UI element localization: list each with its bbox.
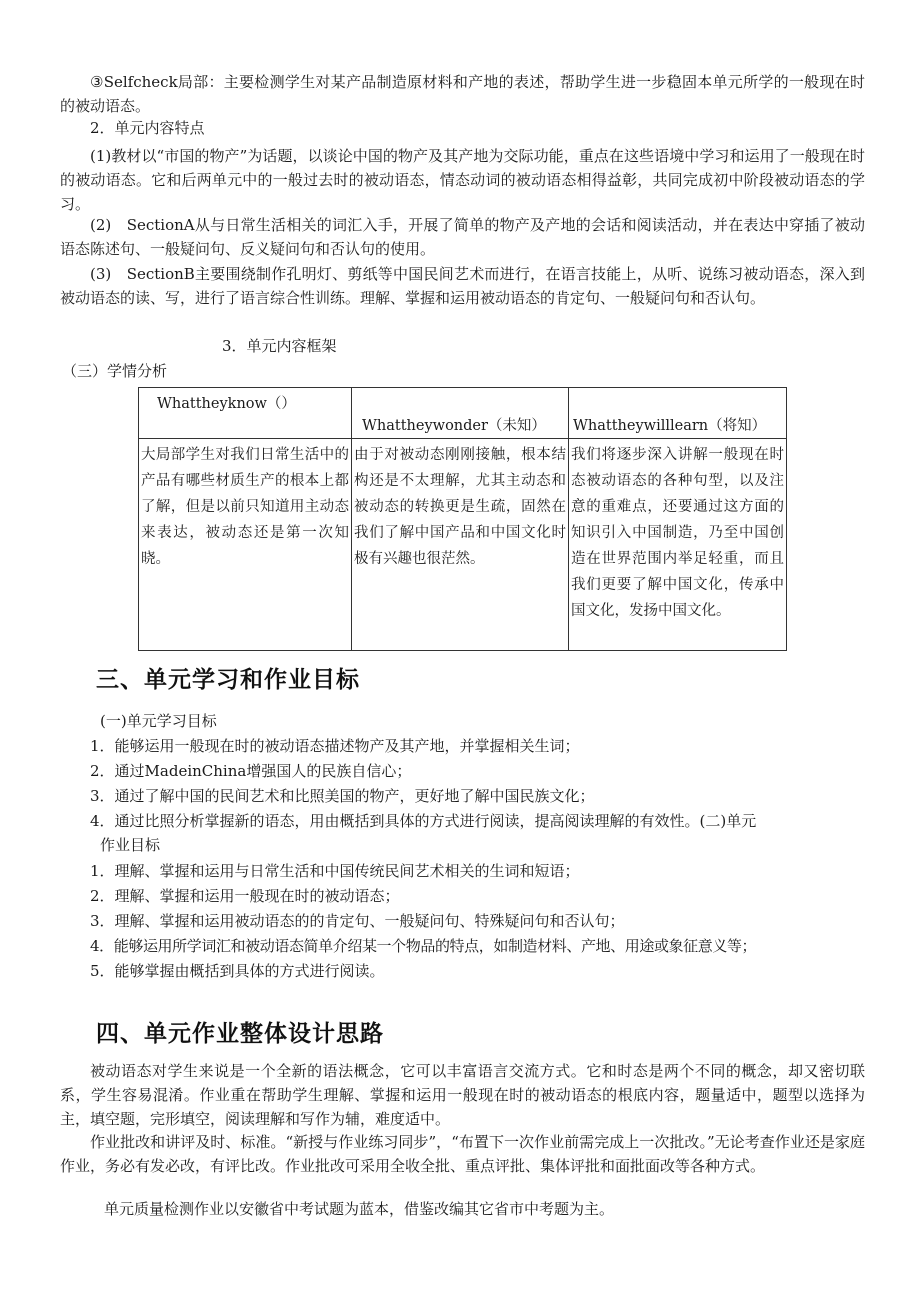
homework-goal-item: 4．能够运用所学词汇和被动语态简单介绍某一个物品的特点，如制造材料、产地、用途或象征意义等；: [90, 937, 757, 955]
analysis-title: （三）学情分析: [62, 362, 168, 380]
design-paragraph-2: 作业批改和讲评及时、标准。“新授与作业练习同步”，“布置下一次作业前需完成上一次批改。”无论考查作业还是家庭作业，务必有发必改，有评比改。作业批改可采用全收全批、重点评批、集体评批和面批面改等各种方式。: [60, 1133, 865, 1175]
learning-goals-subtitle: (一)单元学习目标: [100, 712, 217, 730]
selfcheck-paragraph: ③Selfcheck局部：主要检测学生对某产品制造原材料和产地的表述，帮助学生进一步稳固本单元所学的一般现在时的被动语态。: [60, 73, 865, 115]
section-3-title: 3．单元内容框架: [222, 337, 337, 355]
header-know: Whattheyknow（）: [139, 388, 352, 439]
table-header-row: [139, 388, 787, 439]
table-row: [139, 439, 787, 651]
cell-will-learn: 我们将逐步深入讲解一般现在时态被动语态的各种句型，以及注意的重难点，还要通过这方面的知识引入中国制造，乃至中国创造在世界范围内举足轻重，而且我们更要了解中国文化，传承中国文化，发扬中国文化。: [569, 439, 787, 651]
feature-2-paragraph: (2) SectionA从与日常生活相关的词汇入手，开展了简单的物产及产地的会话和阅读活动，并在表达中穿插了被动语态陈述句、一般疑问句、反义疑问句和否认句的使用。: [60, 216, 865, 258]
homework-goal-item: 1．理解、掌握和运用与日常生活和中国传统民间艺术相关的生词和短语；: [90, 862, 580, 880]
section-4-heading: 四、单元作业整体设计思路: [96, 1021, 384, 1047]
header-will-learn: Whattheywilllearn（将知）: [569, 388, 787, 439]
goal-item: 4．通过比照分析掌握新的语态，用由概括到具体的方式进行阅读，提高阅读理解的有效性。(二)单元: [90, 812, 757, 830]
section-2-title: 2．单元内容特点: [90, 119, 205, 137]
homework-goal-item: 2．理解、掌握和运用一般现在时的被动语态；: [90, 887, 400, 905]
homework-goal-item: 3．理解、掌握和运用被动语态的的肯定句、一般疑问句、特殊疑问句和否认句；: [90, 912, 625, 930]
feature-3-paragraph: (3) SectionB主要围绕制作孔明灯、剪纸等中国民间艺术而进行，在语言技能上，从听、说练习被动语态，深入到被动语态的读、写，进行了语言综合性训练。理解、掌握和运用被动语态的肯定句、一般疑问句和否认句。: [60, 265, 865, 307]
design-paragraph-3: 单元质量检测作业以安徽省中考试题为蓝本，借鉴改编其它省市中考题为主。: [104, 1200, 615, 1218]
design-paragraph-1: 被动语态对学生来说是一个全新的语法概念，它可以丰富语言交流方式。它和时态是两个不同的概念，却又密切联系，学生容易混淆。作业重在帮助学生理解、掌握和运用一般现在时的被动语态的根底内容，题量适中，题型以选择为主，填空题，完形填空，阅读理解和写作为辅，难度适中。: [60, 1062, 865, 1128]
header-wonder: Whattheywonder（未知）: [352, 388, 569, 439]
goal-item: 1．能够运用一般现在时的被动语态描述物产及其产地，并掌握相关生词；: [90, 737, 580, 755]
feature-1-paragraph: (1)教材以“市国的物产”为话题，以谈论中国的物产及其产地为交际功能，重点在这些语境中学习和运用了一般现在时的被动语态。它和后两单元中的一般过去时的被动语态，情态动词的被动语态相得益彰，共同完成初中阶段被动语态的学习。: [60, 147, 865, 213]
goal-item: 3．通过了解中国的民间艺术和比照美国的物产，更好地了解中国民族文化；: [90, 787, 595, 805]
cell-know: 大局部学生对我们日常生活中的产品有哪些材质生产的根本上都了解，但是以前只知道用主动态来表达，被动态还是第一次知晓。: [139, 439, 352, 651]
homework-goal-item: 5．能够掌握由概括到具体的方式进行阅读。: [90, 962, 385, 980]
cell-wonder: 由于对被动态刚刚接触，根本结构还是不太理解，尤其主动态和被动态的转换更是生疏，固然在我们了解中国产品和中国文化时极有兴趣也很茫然。: [352, 439, 569, 651]
goal-item: 2．通过MadeinChina增强国人的民族自信心；: [90, 762, 412, 780]
homework-goals-subtitle: 作业目标: [100, 836, 161, 854]
learning-analysis-table: [138, 387, 787, 651]
section-3-heading: 三、单元学习和作业目标: [96, 667, 360, 693]
